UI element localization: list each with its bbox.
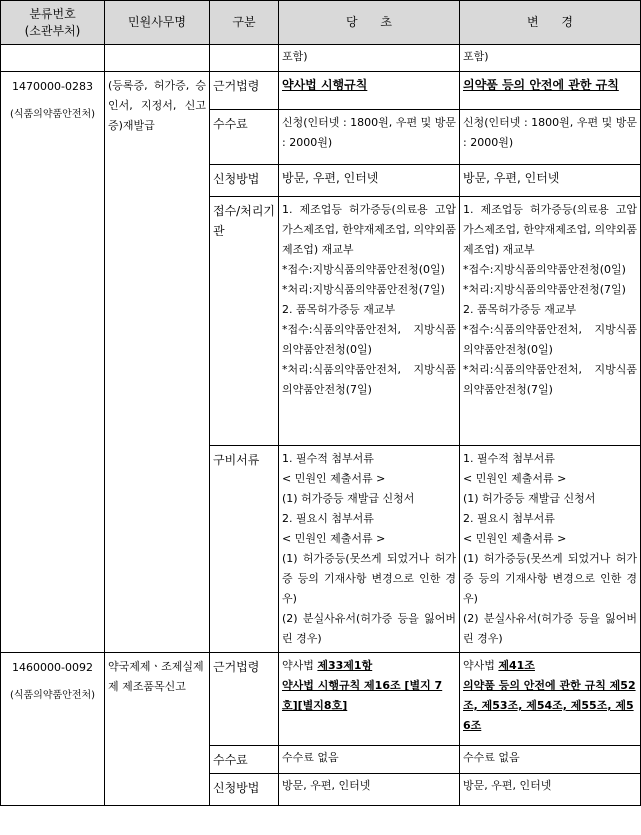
header-after: 변 경: [460, 1, 641, 45]
item1-agency-before-3: 2. 품목허가증등 재교부: [282, 303, 396, 316]
item1-agency-after-3: 2. 품목허가증등 재교부: [463, 303, 577, 316]
table-row: [1, 72, 641, 110]
item2-dept: (식품의약품안전처): [9, 690, 96, 701]
item1-fee-after: 신청(인터넷 : 1800원, 우편 및 방문 : 2000원): [460, 110, 641, 165]
item2-fee-after: 수수료 없음: [460, 746, 641, 774]
item1-docs-after-3: 2. 필요시 첨부서류: [463, 512, 555, 525]
item2-law-after-ul2: 의약품 등의 안전에 관한 규칙 제52조, 제53조, 제54조, 제55조, 제56조: [463, 679, 636, 732]
cont-before: 포함): [279, 45, 460, 72]
item1-agency-before-0: 1. 제조업등 허가증등(의료용 고압가스제조업, 한약재제조업, 의약외품제조업) 재교부: [282, 203, 456, 256]
item2-method-label: 신청방법: [210, 774, 279, 806]
item1-docs-before-6: (2) 분실사유서(허가증 등을 잃어버린 경우): [282, 612, 456, 645]
item1-agency-after-2: *처리:지방식품의약품안전청(7일): [463, 283, 626, 296]
item1-code-cell: [1, 72, 105, 653]
item2-code: 1460000-0092: [12, 661, 93, 674]
item1-law-label: 근거법령: [210, 72, 279, 110]
item1-docs-before-3: 2. 필요시 첨부서류: [282, 512, 374, 525]
item1-fee-before: 신청(인터넷 : 1800원, 우편 및 방문 : 2000원): [279, 110, 460, 165]
item1-docs-after-1: < 민원인 제출서류 >: [463, 472, 567, 485]
item2-law-after-prefix: 약사법: [463, 659, 499, 672]
item1-method-before: 방문, 우편, 인터넷: [279, 165, 460, 197]
item1-docs-before-1: < 민원인 제출서류 >: [282, 472, 386, 485]
item1-dept: (식품의약품안전처): [9, 109, 96, 120]
item2-law-after-ul1: 제41조: [498, 659, 535, 672]
item2-fee-label: 수수료: [210, 746, 279, 774]
item1-agency-after-1: *접수:지방식품의약품안전청(0일): [463, 263, 626, 276]
cont-after: 포함): [460, 45, 641, 72]
item2-task: 약국제제ㆍ조제실제제 제조품목신고: [105, 653, 210, 806]
item2-law-before-prefix: 약사법: [282, 659, 318, 672]
item1-docs-after-0: 1. 필수적 첨부서류: [463, 452, 555, 465]
item1-docs-after-6: (2) 분실사유서(허가증 등을 잃어버린 경우): [463, 612, 637, 645]
item1-docs-after-5: (1) 허가증등(못쓰게 되었거나 허가증 등의 기재사항 변경으로 인한 경우): [463, 552, 637, 605]
table-row: [1, 653, 641, 746]
item1-agency-before-1: *접수:지방식품의약품안전청(0일): [282, 263, 445, 276]
header-category: 구분: [210, 1, 279, 45]
item1-docs-before-5: (1) 허가증등(못쓰게 되었거나 허가증 등의 기재사항 변경으로 인한 경우): [282, 552, 456, 605]
item1-agency-after-4: *접수:식품의약품안전처, 지방식품의약품안전청(0일): [463, 323, 637, 356]
item1-agency-before-4: *접수:식품의약품안전처, 지방식품의약품안전청(0일): [282, 323, 456, 356]
item1-law-after: 의약품 등의 안전에 관한 규칙: [463, 78, 619, 92]
item1-law-before: 약사법 시행규칙: [282, 78, 368, 92]
item2-fee-before: 수수료 없음: [279, 746, 460, 774]
item1-docs-after-2: (1) 허가증등 재발급 신청서: [463, 492, 596, 505]
item1-docs-before-2: (1) 허가증등 재발급 신청서: [282, 492, 415, 505]
item1-task: (등록증, 허가증, 승인서, 지정서, 신고증)재발급: [105, 72, 210, 653]
item1-agency-after-0: 1. 제조업등 허가증등(의료용 고압가스제조업, 한약재제조업, 의약외품제조업) 재교부: [463, 203, 637, 256]
item1-agency-after-5: *처리:식품의약품안전처, 지방식품의약품안전청(7일): [463, 363, 637, 396]
item1-docs-before-4: < 민원인 제출서류 >: [282, 532, 386, 545]
item2-law-before-ul1: 제33제1항: [317, 659, 373, 672]
header-task: 민원사무명: [105, 1, 210, 45]
continuation-row: [1, 45, 641, 72]
item1-method-label: 신청방법: [210, 165, 279, 197]
header-before: 당 초: [279, 1, 460, 45]
item2-method-before: 방문, 우편, 인터넷: [279, 774, 460, 806]
item1-docs-label: 구비서류: [210, 446, 279, 653]
item1-agency-label: 접수/처리기관: [210, 197, 279, 446]
item1-agency-before-2: *처리:지방식품의약품안전청(7일): [282, 283, 445, 296]
item2-code-cell: [1, 653, 105, 806]
item1-method-after: 방문, 우편, 인터넷: [460, 165, 641, 197]
item2-law-before-ul2: 약사법 시행규칙 제16조 [별지 7호][별지8호]: [282, 679, 443, 712]
item1-code: 1470000-0283: [12, 80, 93, 93]
item2-method-after: 방문, 우편, 인터넷: [460, 774, 641, 806]
item2-law-label: 근거법령: [210, 653, 279, 746]
item1-fee-label: 수수료: [210, 110, 279, 165]
item1-docs-after-4: < 민원인 제출서류 >: [463, 532, 567, 545]
item1-agency-before-5: *처리:식품의약품안전처, 지방식품의약품안전청(7일): [282, 363, 456, 396]
header-code: 분류번호 (소관부처): [1, 1, 105, 45]
item1-docs-before-0: 1. 필수적 첨부서류: [282, 452, 374, 465]
